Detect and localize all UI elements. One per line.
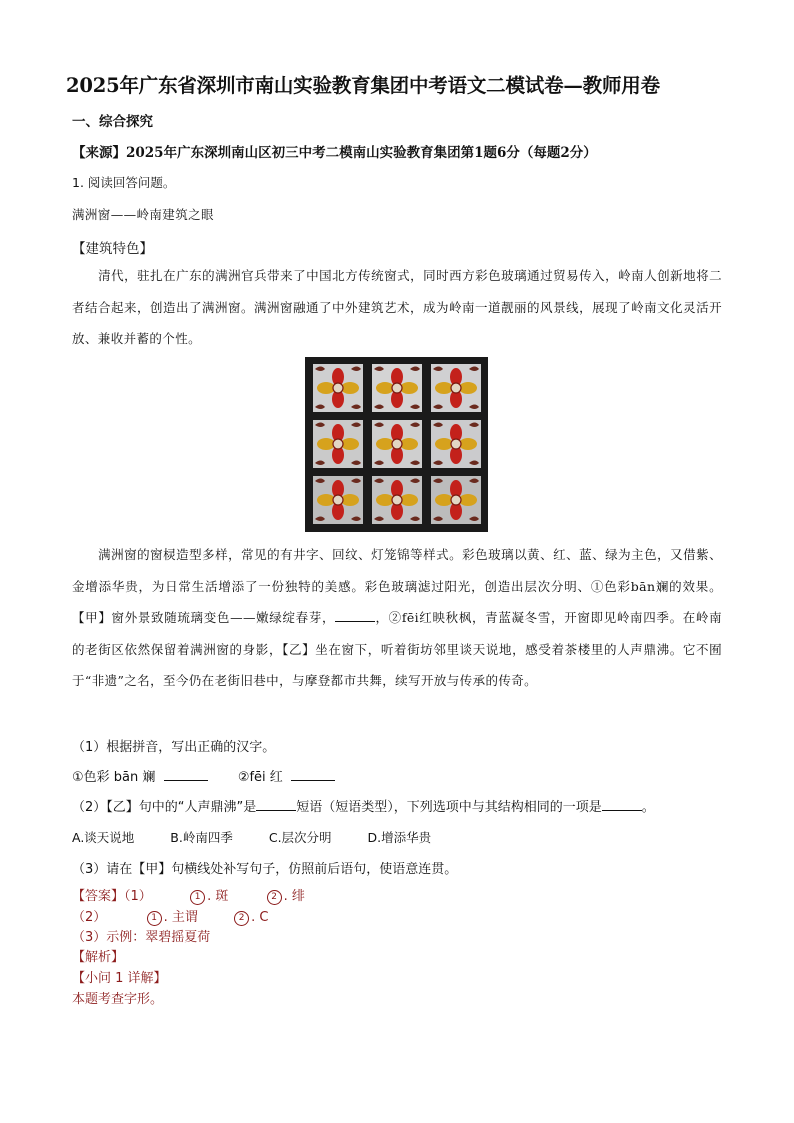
paragraph-1-text: 清代，驻扎在广东的满洲官兵带来了中国北方传统窗式，同时西方彩色玻璃通过贸易传入，岭南人创新地将二者结合起来，创造出了满洲窗。满洲窗融通了中外建筑艺术，成为岭南一道靓丽的风景线，展现了岭南文化灵活开放、兼收并蓄的个性。 [72, 268, 722, 346]
paragraph-2-text-c: fēi红映秋枫，青蓝凝冬雪，开窗即见岭南四季。在岭南的老街区依然保留着满洲窗的身影，【乙】坐在窗下，听着街坊邻里谈天说地，感受着茶楼里的人声鼎沸。它不囿于“非遗”之名，至今仍在老街旧巷中，与摩登都市共舞，续写开放与传承的传奇。 [72, 610, 722, 688]
answer-label: 【答案】（1） [72, 889, 152, 904]
q2-blank-1 [256, 798, 296, 811]
answer-line-2 [72, 906, 268, 926]
fill-in-blank-jia [335, 609, 375, 622]
paragraph-1 [72, 260, 722, 355]
question-3: （3）请在【甲】句横线处补写句子，仿照前后语句，使语意连贯。 [72, 862, 458, 877]
answer-2-value-1: . 主谓 [163, 910, 198, 925]
pinyin-mark-2: ② [388, 610, 402, 625]
q1-blank-1 [164, 768, 208, 781]
detail-heading: 【小问 1 详解】 [72, 971, 167, 986]
answer-2-circle-2: 2 [234, 911, 249, 926]
q2-text-a: （2）【乙】句中的“人声鼎沸”是 [72, 800, 257, 815]
question-2 [72, 796, 655, 815]
q2-option-c: C.层次分明 [268, 830, 332, 845]
answer-1-circle-2: 2 [267, 890, 282, 905]
answer-1-value-2: . 绯 [283, 889, 305, 904]
q1-option-1: ①色彩 bān 斓 [72, 770, 156, 785]
paragraph-2: 满洲窗的窗棂造型多样，常见的有井字、回纹、灯笼锦等样式。彩色玻璃以黄、红、蓝、绿为主色，又借紫、金增添华贵，为日常生活增添了一份独特的美感。彩色玻璃滤过阳光，创造出层次分明、①色彩bān斓的效果。【甲】窗外景致随琉璃变色——嫩绿绽春芽， ，②fēi红映秋枫，青蓝凝冬雪，开窗即见岭南四季。在岭南的老街区依然保留着满洲窗的身影，【乙】坐在窗下，听着街坊邻里谈天说地，感受着茶楼里的人声鼎沸。它不囿于“非遗”之名，至今仍在老街旧巷中，与摩登都市共舞，续写开放与传承的传奇。 [72, 547, 722, 688]
section-heading: 一、综合探究 [72, 114, 153, 130]
analysis-heading: 【解析】 [72, 950, 125, 965]
answer-line-3: （3）示例：翠碧摇夏荷 [72, 930, 211, 945]
q1-blank-2 [291, 768, 335, 781]
question-2-options [72, 828, 463, 846]
q2-option-d: D.增添华贵 [367, 830, 432, 845]
paragraph-2-text-a: 满洲窗的窗棂造型多样，常见的有井字、回纹、灯笼锦等样式。彩色玻璃以黄、红、蓝、绿为主色，又借紫、金增添华贵，为日常生活增添了一份独特的美感。彩色玻璃滤过阳光，创造出层次分明、 [72, 547, 722, 594]
question-intro: 1. 阅读回答问题。 [72, 175, 176, 190]
pinyin-mark-1: ① [590, 578, 605, 594]
question-1: （1）根据拼音，写出正确的汉字。 [72, 740, 276, 755]
answer-line-1 [72, 885, 305, 905]
q2-text-c: 。 [641, 800, 655, 815]
window-illustration [305, 357, 488, 532]
question-source: 【来源】2025年广东深圳南山区初三中考二模南山实验教育集团第1题6分（每题2分） [72, 145, 597, 161]
page-title: 2025年广东省深圳市南山实验教育集团中考语文二模试卷—教师用卷 [66, 74, 660, 97]
question-1-options [72, 766, 335, 785]
q2-option-b: B.岭南四季 [170, 830, 233, 845]
stained-glass-window-photo [305, 357, 488, 532]
q2-text-b: 短语（短语类型），下列选项中与其结构相同的一项是 [296, 800, 602, 815]
q2-blank-2 [602, 798, 642, 811]
q1-option-2: ②fēi 红 [237, 770, 283, 785]
article-title: 满洲窗——岭南建筑之眼 [72, 207, 214, 222]
answer-1-circle-1: 1 [190, 890, 205, 905]
paragraph-2-text-b: 色彩bān斓的效果。【甲】窗外景致随琉璃变色——嫩绿绽春芽， [72, 578, 722, 625]
answer-2-circle-1: 1 [147, 911, 162, 926]
answer-2-label: （2） [72, 910, 107, 925]
detail-text: 本题考查字形。 [72, 992, 164, 1007]
answer-1-value-1: . 斑 [207, 889, 229, 904]
q2-option-a: A.谈天说地 [72, 830, 135, 845]
section-subhead: 【建筑特色】 [72, 241, 153, 257]
answer-2-value-2: . C [251, 910, 269, 925]
